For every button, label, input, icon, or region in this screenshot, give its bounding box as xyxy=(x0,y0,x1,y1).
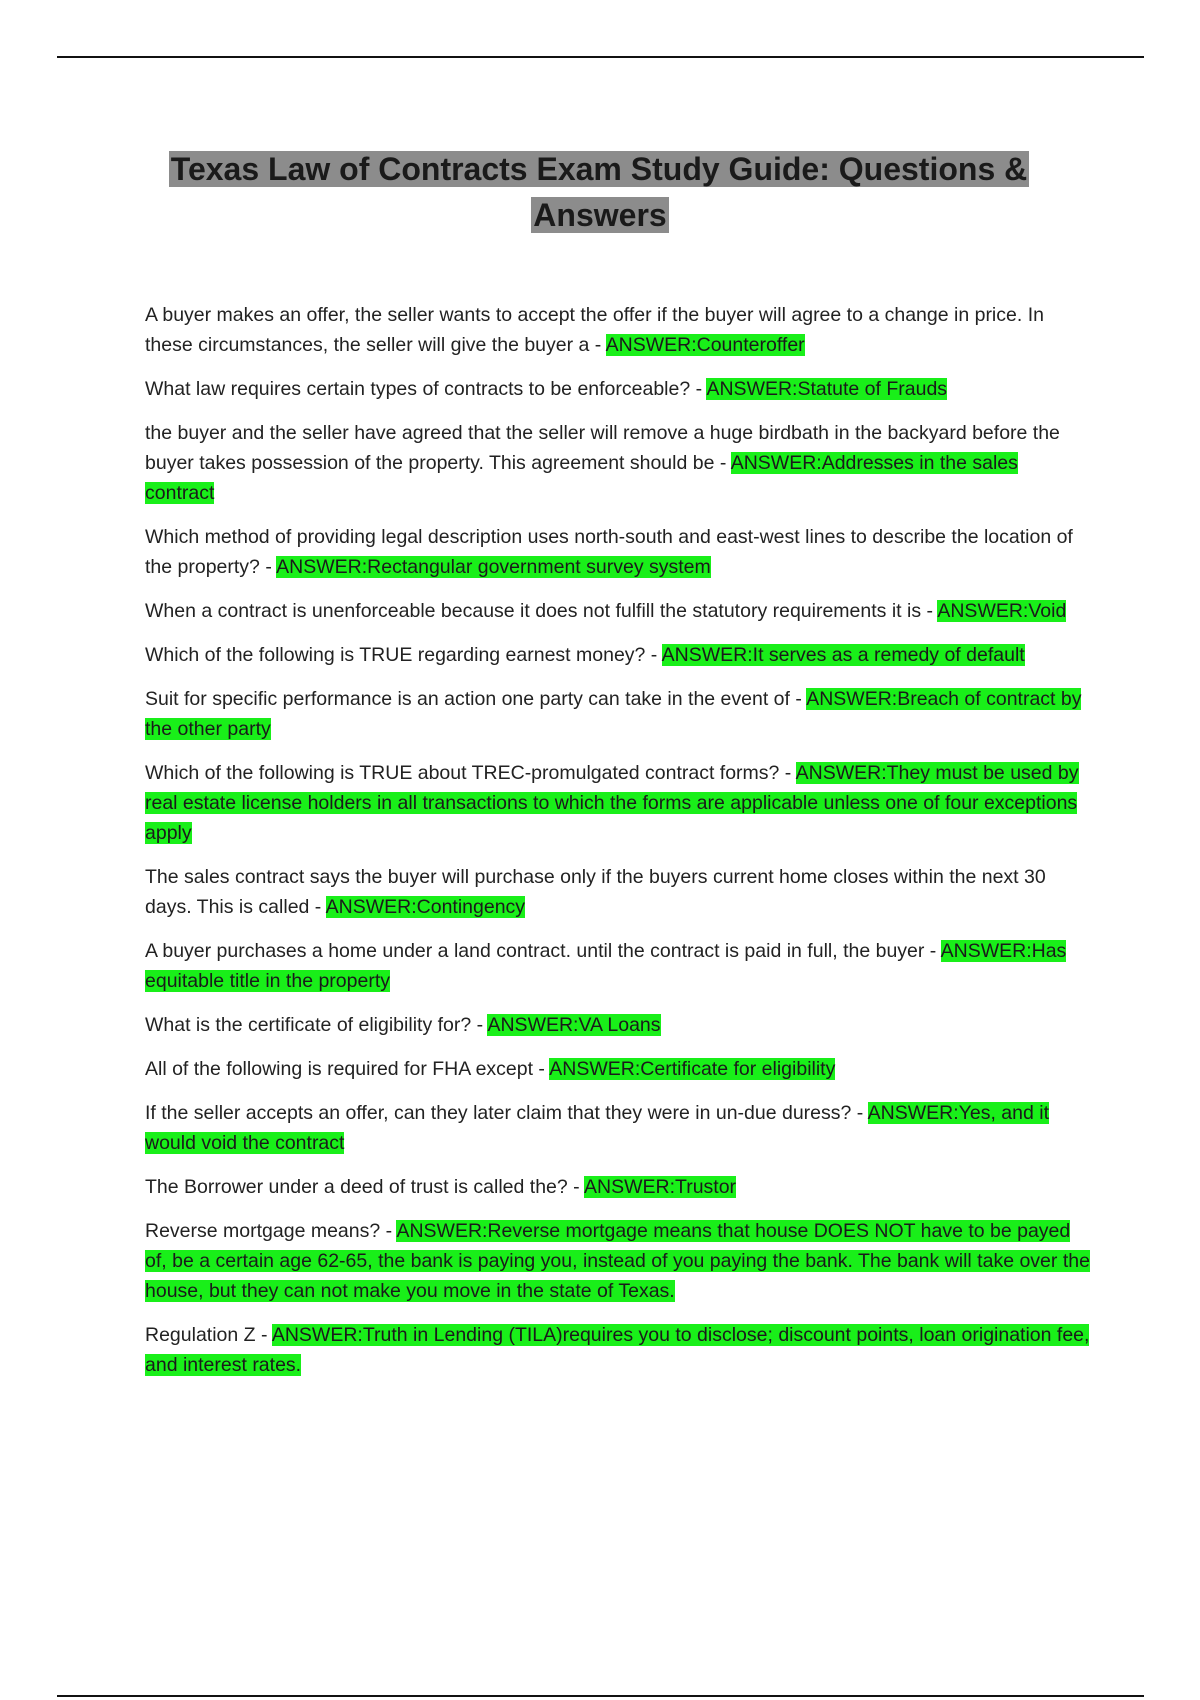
question-text: All of the following is required for FHA except - xyxy=(145,1058,550,1080)
qa-item xyxy=(145,684,1090,744)
question-text: the buyer and the seller have agreed that the seller will remove a huge birdbath in the backyard before the buyer takes possession of the property. This agreement should be - xyxy=(145,422,1060,474)
question-text: A buyer purchases a home under a land contract. until the contract is paid in full, the buyer - xyxy=(145,940,941,962)
question-text: The Borrower under a deed of trust is called the? - xyxy=(145,1176,584,1198)
question-text: Regulation Z - xyxy=(145,1324,272,1346)
question-text: The sales contract says the buyer will purchase only if the buyers current home closes within the next 30 days. This is called - xyxy=(145,866,1046,918)
bottom-rule xyxy=(57,1695,1144,1697)
answer-text: ANSWER:Counteroffer xyxy=(605,334,805,356)
top-rule xyxy=(57,56,1144,58)
qa-item xyxy=(145,1216,1090,1306)
answer-text: ANSWER:Trustor xyxy=(584,1176,737,1198)
question-text: When a contract is unenforceable because it does not fulfill the statutory requirements it is - xyxy=(145,600,938,622)
qa-item xyxy=(145,862,1090,922)
qa-item xyxy=(145,418,1090,508)
question-text: If the seller accepts an offer, can they later claim that they were in un-due duress? - xyxy=(145,1102,868,1124)
answer-text: ANSWER:Breach of contract by the other party xyxy=(145,688,1082,740)
answer-text: ANSWER:VA Loans xyxy=(487,1014,661,1036)
question-text: Reverse mortgage means? - xyxy=(145,1220,397,1242)
qa-item xyxy=(145,522,1090,582)
answer-text: ANSWER:Reverse mortgage means that house DOES NOT have to be payed of, be a certain age 62-65, the bank is paying you, instead of you paying the bank. The bank will take over the house, but they can not make you move in the state of Texas. xyxy=(145,1220,1090,1302)
answer-text: ANSWER:Contingency xyxy=(325,896,526,918)
qa-item xyxy=(145,936,1090,996)
qa-item xyxy=(145,1320,1090,1380)
question-text: Which of the following is TRUE about TREC-promulgated contract forms? - xyxy=(145,762,796,784)
qa-item xyxy=(145,1010,1090,1040)
qa-item xyxy=(145,758,1090,848)
answer-text: ANSWER:Addresses in the sales contract xyxy=(145,452,1018,504)
question-text: What is the certificate of eligibility for? - xyxy=(145,1014,488,1036)
answer-text: ANSWER:Truth in Lending (TILA)requires you to disclose; discount points, loan origination fee, and interest rates. xyxy=(145,1324,1090,1376)
qa-item xyxy=(145,374,1090,404)
qa-list xyxy=(145,300,1090,1394)
answer-text: ANSWER:Void xyxy=(937,600,1067,622)
answer-text: ANSWER:Yes, and it would void the contract xyxy=(145,1102,1049,1154)
qa-item xyxy=(145,1098,1090,1158)
answer-text: ANSWER:Certificate for eligibility xyxy=(549,1058,836,1080)
answer-text: ANSWER:Rectangular government survey system xyxy=(276,556,711,578)
qa-item xyxy=(145,300,1090,360)
question-text: Which method of providing legal description uses north-south and east-west lines to describe the location of the property? - xyxy=(145,526,1073,578)
question-text: What law requires certain types of contracts to be enforceable? - xyxy=(145,378,707,400)
question-text: Suit for specific performance is an action one party can take in the event of - xyxy=(145,688,807,710)
page-title xyxy=(100,146,1100,238)
qa-item xyxy=(145,1054,1090,1084)
question-text: A buyer makes an offer, the seller wants to accept the offer if the buyer will agree to a change in price. In these circumstances, the seller will give the buyer a - xyxy=(145,304,1044,356)
qa-item xyxy=(145,1172,1090,1202)
answer-text: ANSWER:Has equitable title in the property xyxy=(145,940,1067,992)
page-title-text: Texas Law of Contracts Exam Study Guide: Questions & Answers xyxy=(170,151,1028,233)
answer-text: ANSWER:Statute of Frauds xyxy=(706,378,948,400)
answer-text: ANSWER:It serves as a remedy of default xyxy=(661,644,1025,666)
qa-item xyxy=(145,596,1090,626)
answer-text: ANSWER:They must be used by real estate license holders in all transactions to which the forms are applicable unless one of four exceptions apply xyxy=(145,762,1079,844)
question-text: Which of the following is TRUE regarding earnest money? - xyxy=(145,644,662,666)
qa-item xyxy=(145,640,1090,670)
